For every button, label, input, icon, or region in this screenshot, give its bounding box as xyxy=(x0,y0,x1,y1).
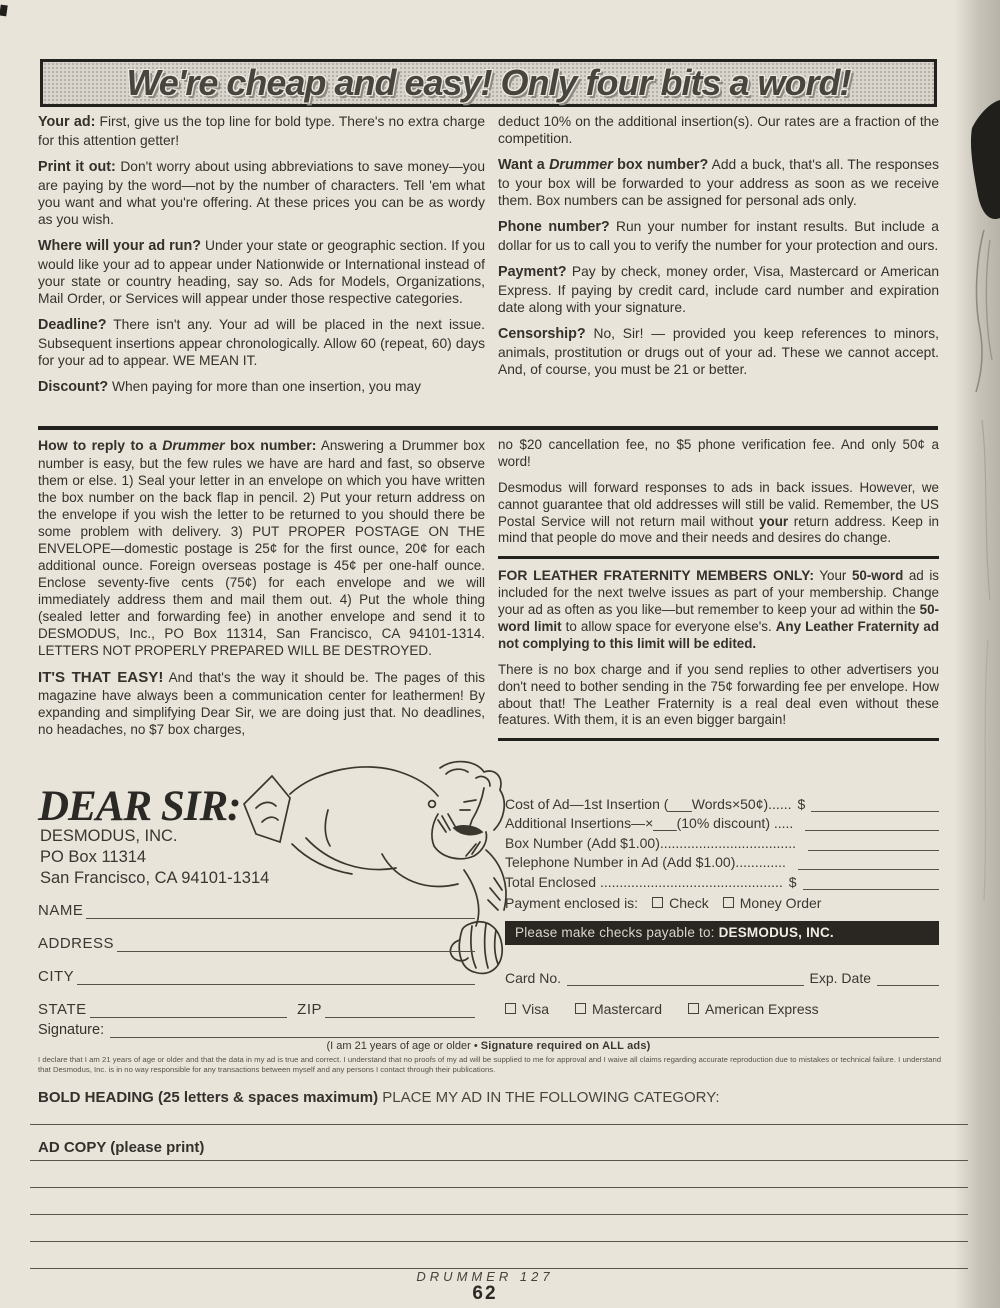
cost-input-line[interactable] xyxy=(811,811,939,812)
paragraph-censorship: Censorship? No, Sir! — provided you keep references to minors, animals, prostitution or drugs out of your ad. These we cannot accept. And, of course, you must be 21 or better. xyxy=(498,326,939,377)
cost-input-line[interactable] xyxy=(803,889,939,890)
paragraph-payment: Payment? Pay by check, money order, Visa, Mastercard or American Express. If paying by credit card, include card number and expiration date along with your signature. xyxy=(498,264,939,315)
banner-headline: We're cheap and easy! Only four bits a word! xyxy=(126,62,851,103)
paragraph-no-fees: no $20 cancellation fee, no $5 phone verification fee. And only 50¢ a word! xyxy=(498,437,939,469)
scan-corner-mark xyxy=(0,5,8,17)
exp-date-label: Exp. Date xyxy=(809,969,871,986)
mastercard-option xyxy=(575,1001,662,1017)
paragraph-box-number: Want a Drummer box number? Add a buck, that's all. The responses to your box will be forwarded to your address as soon as we receive them. Box numbers can be assigned for personal ads only. xyxy=(498,157,939,209)
card-no-label: Card No. xyxy=(505,969,562,986)
publisher-city-line: San Francisco, CA 94101-1314 xyxy=(40,869,270,888)
city-field-row xyxy=(38,952,475,985)
cost-row-first-insertion xyxy=(505,792,939,812)
money-order-option-label: Money Order xyxy=(739,894,822,911)
cost-input-line[interactable] xyxy=(798,869,939,870)
checks-payable-bar xyxy=(505,921,939,945)
currency-sign: $ xyxy=(797,795,806,812)
page-number: 62 xyxy=(472,1283,498,1304)
paragraph-discount-continued: deduct 10% on the additional insertion(s). Our rates are a fraction of the competition. xyxy=(498,114,939,147)
paragraph-discount: Discount? When paying for more than one insertion, you may xyxy=(38,379,422,396)
reply-left-column xyxy=(38,437,485,747)
legal-declaration: I declare that I am 21 years of age or older and that the data in my ad is true and correct. I understand that no proofs of my ad will be supplied to me for approval and I waive all claims regarding accurate reproduction due to mistakes or technical failure. I understand that Desmodus, Inc. is in no way responsible for any transactions between myself and any persons I contact through their publications. xyxy=(38,1055,941,1075)
paragraph-fraternity-bargain: There is no box charge and if you send replies to other advertisers you don't need to bother sending in the 75¢ forwarding fee per envelope. How about that! The Leather Fraternity is a real deal even without these features. With them, it is an even bigger bargain! xyxy=(498,661,939,728)
ad-copy-line-3[interactable] xyxy=(30,1214,968,1215)
cost-row-additional-insertions xyxy=(505,812,939,832)
amex-checkbox[interactable] xyxy=(688,1003,699,1014)
bold-heading-input-line[interactable] xyxy=(30,1124,968,1125)
check-option xyxy=(652,895,709,911)
cost-label: Total Enclosed ............................................... xyxy=(505,873,783,890)
contact-fields xyxy=(38,886,475,1018)
cost-form xyxy=(505,792,939,1017)
ad-copy-line-4[interactable] xyxy=(30,1241,968,1242)
paragraph-fraternity-members: FOR LEATHER FRATERNITY MEMBERS ONLY: Your 50-word ad is included for the next twelve issues as part of your membership. Change your ad as often as you like—but remember to keep your ad within the 50-word limit to allow space for everyone else's. Any Leather Fraternity ad not complying to this limit will be edited. xyxy=(498,567,940,651)
name-input-line[interactable] xyxy=(86,918,475,919)
payment-enclosed-label: Payment enclosed is: xyxy=(505,894,639,911)
check-option-label: Check xyxy=(669,894,709,911)
form-title: DEAR SIR: xyxy=(38,783,241,830)
paragraph-print-it-out: Print it out: Don't worry about using abbreviations to save money—you are paying by the word—not by the number of characters. Tell 'em what you want and what you're offering. At these prices you can be as wordy as you wish. xyxy=(38,158,485,227)
fraternity-bottom-rule xyxy=(498,738,939,741)
paragraph-deadline: Deadline? There isn't any. Your ad will be placed in the next issue. Subsequent insertions appear chronologically. Allow 60 (repeat, 60) days for your ad to appear. WE MEAN IT. xyxy=(38,317,485,368)
card-number-row xyxy=(505,964,939,986)
visa-checkbox[interactable] xyxy=(505,1003,516,1014)
paragraph-where-run: Where will your ad run? Under your state or geographic section. If you would like your ad to appear under Nationwide or International instead of your state or country heading, say so. Ads for Models, Organizations, Mail Order, or Services will appear under those respective categories. xyxy=(38,237,485,306)
signature-label: Signature: xyxy=(38,1022,105,1038)
intro-left-column xyxy=(38,113,485,406)
cost-input-line[interactable] xyxy=(808,850,939,851)
address-input-line[interactable] xyxy=(117,951,475,952)
mastercard-label: Mastercard xyxy=(591,1000,663,1017)
section-divider-rule xyxy=(38,426,938,430)
amex-label: American Express xyxy=(705,1000,819,1017)
cost-input-line[interactable] xyxy=(805,830,939,831)
visa-label: Visa xyxy=(522,1000,549,1017)
bold-heading-row xyxy=(38,1089,939,1106)
paragraph-its-that-easy: IT'S THAT EASY! And that's the way it should be. The pages of this magazine have always been a communication center for leathermen! By expanding and simplifying Dear Sir, we are doing just that. No deadlines, no headaches, no $7 box charges, xyxy=(38,668,485,737)
adjacent-page-scan-edge xyxy=(954,0,1000,1308)
adjacent-page-art xyxy=(954,0,1000,1308)
cost-row-total xyxy=(505,870,939,890)
cost-row-telephone xyxy=(505,851,939,871)
zip-label: ZIP xyxy=(297,1001,322,1018)
mastercard-checkbox[interactable] xyxy=(575,1003,586,1014)
checks-payable-text: Please make checks payable to: xyxy=(515,924,719,940)
address-label: ADDRESS xyxy=(38,935,115,952)
intro-right-column xyxy=(498,113,939,387)
rates-banner xyxy=(40,59,937,107)
publisher-name: DESMODUS, INC. xyxy=(40,827,178,845)
paragraph-phone-number: Phone number? Run your number for instant results. But include a dollar for us to call you to verify the number for your protection and ours. xyxy=(498,219,939,253)
visa-option xyxy=(505,1001,549,1017)
cost-label: Box Number (Add $1.00)................................... xyxy=(505,834,796,851)
signature-requirement-note: (I am 21 years of age or older • Signature required on ALL ads) xyxy=(326,1040,651,1052)
name-label: NAME xyxy=(38,902,84,919)
checks-payable-company: DESMODUS, INC. xyxy=(718,924,834,940)
paragraph-forward-responses: Desmodus will forward responses to ads in back issues. However, we cannot guarantee that old addresses will still be valid. Remember, the US Postal Service will not return mail without your return address. Keep in mind that people do move and their needs and desires do change. xyxy=(498,479,939,546)
currency-sign: $ xyxy=(788,873,797,890)
ad-copy-line-2[interactable] xyxy=(30,1187,968,1188)
cost-row-box-number xyxy=(505,831,939,851)
check-checkbox[interactable] xyxy=(652,897,663,908)
reply-right-column xyxy=(498,437,939,749)
category-instruction: PLACE MY AD IN THE FOLLOWING CATEGORY: xyxy=(378,1089,720,1106)
exp-date-input-line[interactable] xyxy=(877,985,939,986)
state-label: STATE xyxy=(38,1001,87,1018)
fraternity-top-rule xyxy=(498,556,939,559)
paragraph-your-ad: Your ad: First, give us the top line for bold type. There's no extra charge for this attention getter! xyxy=(38,114,486,148)
ad-copy-line-1[interactable] xyxy=(30,1160,968,1161)
money-order-option xyxy=(723,895,822,911)
cost-label: Additional Insertions—×___(10% discount) ..... xyxy=(505,815,794,831)
ad-copy-label: AD COPY (please print) xyxy=(38,1139,205,1156)
paragraph-how-to-reply: How to reply to a Drummer box number: Answering a Drummer box number is easy, but the few rules we have are hard and fast, so observe them or else. 1) Seal your letter in an envelope on which you have written the box number on the back flap in pencil. 2) Put your return address on the envelope if you wish the letter to be returned to you should there be some problem with delivery. 3) PUT PROPER POSTAGE ON THE ENVELOPE—domestic postage is 25¢ for the first ounce, 20¢ for each additional ounce. Foreign overseas postage is 45¢ per one-half ounce. Enclose seventy-five cents (75¢) for each envelope and we will immediately address them and mail them out. 4) Put the whole thing (sealed letter and forwarding fee) in another envelope and send it to DESMODUS, Inc., PO Box 11314, San Francisco, CA 94101-1314. LETTERS NOT PROPERLY PREPARED WILL BE DESTROYED. xyxy=(38,437,485,658)
signature-input-line[interactable] xyxy=(110,1037,939,1038)
card-type-row xyxy=(505,1001,939,1017)
city-input-line[interactable] xyxy=(77,984,475,985)
money-order-checkbox[interactable] xyxy=(723,897,734,908)
publisher-po-box: PO Box 11314 xyxy=(40,848,147,867)
address-field-row xyxy=(38,919,475,952)
cost-label: Telephone Number in Ad (Add $1.00)............. xyxy=(505,854,786,870)
magazine-issue-footer: DRUMMER 127 xyxy=(416,1269,554,1284)
amex-option xyxy=(688,1001,819,1017)
payment-enclosed-row xyxy=(505,895,939,911)
card-no-input-line[interactable] xyxy=(567,985,803,986)
bold-heading-label: BOLD HEADING (25 letters & spaces maximum) xyxy=(38,1089,379,1106)
name-field-row xyxy=(38,886,475,919)
city-label: CITY xyxy=(38,968,75,985)
cost-label: Cost of Ad—1st Insertion (___Words×50¢)...... xyxy=(505,795,792,812)
